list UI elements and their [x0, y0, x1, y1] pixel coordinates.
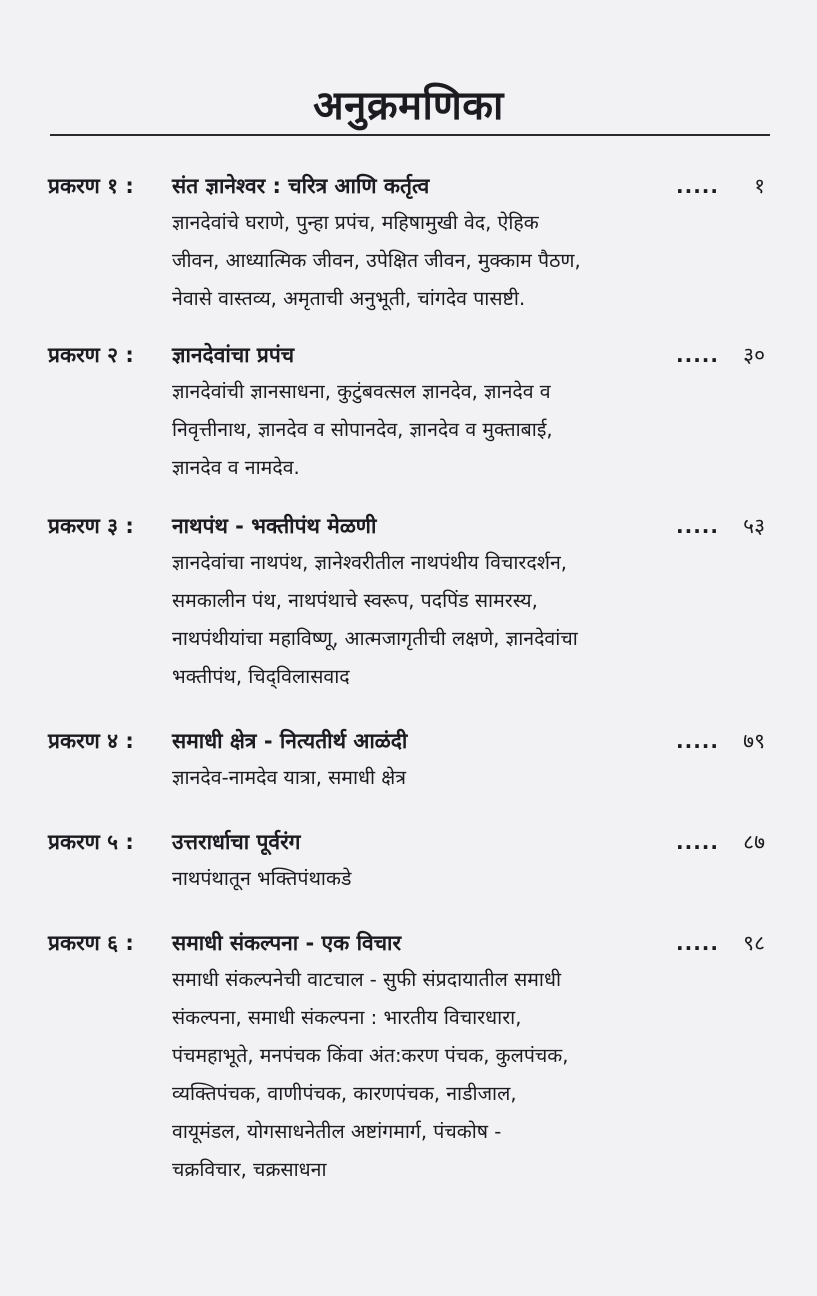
topic-line: पंचमहाभूते, मनपंचक किंवा अंत:करण पंचक, कुलपंचक,: [172, 1044, 569, 1067]
leader-dots: .....: [676, 830, 719, 854]
chapter-label: प्रकरण ४ :: [48, 729, 134, 753]
leader-dots: .....: [676, 343, 719, 367]
topic-line: ज्ञानदेवांची ज्ञानसाधना, कुटुंबवत्सल ज्ञानदेव, ज्ञानदेव व: [172, 380, 551, 403]
page-number: १: [754, 174, 765, 198]
chapter-label: प्रकरण १ :: [48, 174, 134, 198]
page-number: ३०: [743, 343, 765, 367]
chapter-title: उत्तरार्धाचा पूर्वरंग: [172, 830, 301, 854]
chapter-title: संत ज्ञानेश्वर : चरित्र आणि कर्तृत्व: [172, 174, 430, 198]
page-number: ५३: [743, 514, 765, 538]
page-number: ७९: [743, 729, 765, 753]
topic-line: नाथपंथातून भक्तिपंथाकडे: [172, 867, 352, 890]
topic-line: ज्ञानदेवांचा नाथपंथ, ज्ञानेश्वरीतील नाथपंथीय विचारदर्शन,: [172, 551, 567, 574]
leader-dots: .....: [676, 174, 719, 198]
topic-line: नेवासे वास्तव्य, अमृताची अनुभूती, चांगदेव पासष्टी.: [172, 287, 526, 310]
chapter-label: प्रकरण ३ :: [48, 514, 134, 538]
page-title: अनुक्रमणिका: [313, 83, 504, 129]
topic-line: समाधी संकल्पनेची वाटचाल - सुफी संप्रदायातील समाधी: [172, 968, 562, 991]
topic-line: नाथपंथीयांचा महाविष्णू, आत्मजागृतीची लक्षणे, ज्ञानदेवांचा: [172, 627, 578, 650]
topic-line: समकालीन पंथ, नाथपंथाचे स्वरूप, पदपिंड सामरस्य,: [172, 589, 538, 612]
topic-line: चक्रविचार, चक्रसाधना: [172, 1158, 327, 1181]
chapter-label: प्रकरण ५ :: [48, 830, 134, 854]
chapter-topics: [172, 860, 650, 898]
topic-line: संकल्पना, समाधी संकल्पना : भारतीय विचारधारा,: [172, 1006, 522, 1029]
chapter-topics: [172, 373, 650, 487]
title-divider: [50, 134, 770, 136]
chapter-topics: [172, 204, 650, 318]
chapter-title: समाधी संकल्पना - एक विचार: [172, 931, 402, 955]
chapter-title: नाथपंथ - भक्तीपंथ मेळणी: [172, 514, 377, 538]
chapter-title: ज्ञानदेवांचा प्रपंच: [172, 343, 295, 367]
chapter-topics: [172, 759, 650, 797]
chapter-title: समाधी क्षेत्र - नित्यतीर्थ आळंदी: [172, 729, 408, 753]
topic-line: ज्ञानदेव व नामदेव.: [172, 456, 300, 479]
topic-line: जीवन, आध्यात्मिक जीवन, उपेक्षित जीवन, मुक्काम पैठण,: [172, 249, 581, 272]
page-number: ८७: [743, 830, 765, 854]
chapter-label: प्रकरण २ :: [48, 343, 134, 367]
topic-line: भक्तीपंथ, चिद्‌विलासवाद: [172, 665, 350, 688]
chapter-label: प्रकरण ६ :: [48, 931, 134, 955]
leader-dots: .....: [676, 729, 719, 753]
topic-line: व्यक्तिपंचक, वाणीपंचक, कारणपंचक, नाडीजाल,: [172, 1082, 517, 1105]
chapter-topics: [172, 544, 650, 696]
topic-line: ज्ञानदेव-नामदेव यात्रा, समाधी क्षेत्र: [172, 766, 406, 789]
leader-dots: .....: [676, 514, 719, 538]
topic-line: निवृत्तीनाथ, ज्ञानदेव व सोपानदेव, ज्ञानदेव व मुक्ताबाई,: [172, 418, 553, 441]
topic-line: वायूमंडल, योगसाधनेतील अष्टांगमार्ग, पंचकोष -: [172, 1120, 502, 1143]
page-number: ९८: [743, 931, 765, 955]
chapter-topics: [172, 961, 650, 1189]
leader-dots: .....: [676, 931, 719, 955]
topic-line: ज्ञानदेवांचे घराणे, पुन्हा प्रपंच, महिषामुखी वेद, ऐहिक: [172, 211, 539, 234]
